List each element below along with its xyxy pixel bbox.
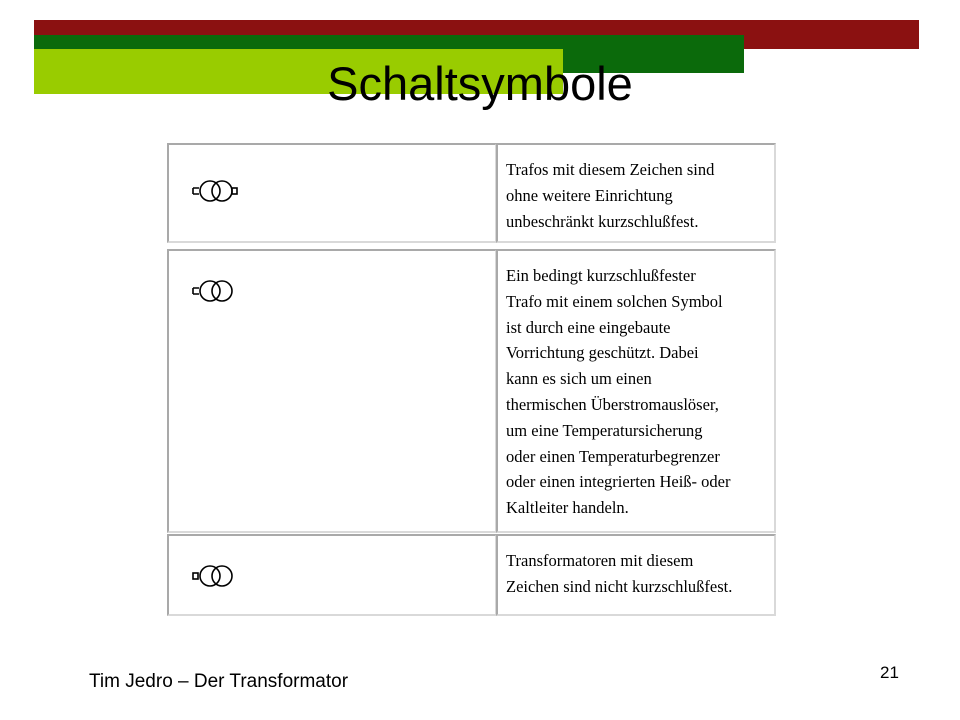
footer-text: Tim Jedro – Der Transformator xyxy=(89,671,349,692)
description-cell xyxy=(496,143,776,243)
table-row xyxy=(163,249,782,535)
symbol-cell xyxy=(167,534,497,616)
description-cell xyxy=(496,249,776,533)
description-cell xyxy=(496,534,776,616)
description-text: Ein bedingt kurzschlußfester Trafo mit einem solchen Symbol ist durch eine eingebaute Vorrichtung geschützt. Dabei kann es sich um einen thermischen Überstromauslöser, um eine Temperatursicherung oder einen Temperaturbegrenzer oder einen integrierten Heiß- oder Kaltleiter handeln. xyxy=(506,266,731,518)
slide-title: Schaltsymbole xyxy=(327,57,633,110)
page-number: 21 xyxy=(880,663,899,682)
symbols-table xyxy=(163,139,782,620)
table-row xyxy=(163,139,782,243)
transformer-conditionally-short-circuit-proof-icon xyxy=(183,273,239,309)
symbol-cell xyxy=(167,249,497,533)
table-row xyxy=(163,534,782,620)
transformer-not-short-circuit-proof-icon xyxy=(183,558,239,594)
symbol-cell xyxy=(167,143,497,243)
description-text: Transformatoren mit diesem Zeichen sind nicht kurzschlußfest. xyxy=(506,551,733,596)
transformer-short-circuit-proof-icon xyxy=(183,173,239,209)
description-text: Trafos mit diesem Zeichen sind ohne weitere Einrichtung unbeschränkt kurzschlußfest. xyxy=(506,160,715,231)
